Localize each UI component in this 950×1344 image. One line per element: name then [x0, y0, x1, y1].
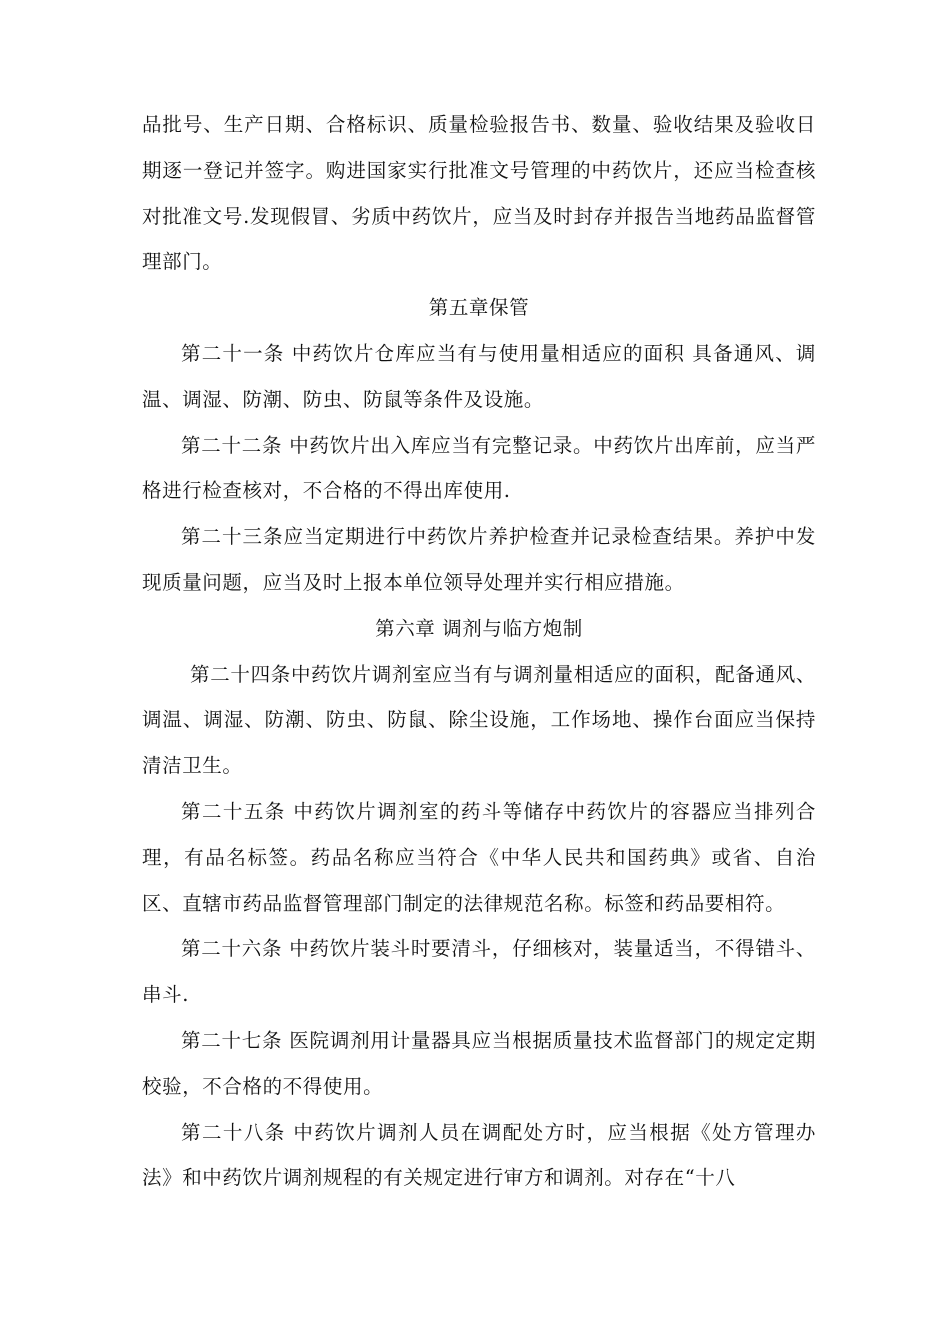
article-28: 第二十八条 中药饮片调剂人员在调配处方时，应当根据《处方管理办法》和中药饮片调剂规程的有关规定进行审方和调剂。对存在“十八 [142, 1120, 816, 1190]
chapter-heading-5: 第五章保管 [428, 296, 530, 320]
article-26: 第二十六条 中药饮片装斗时要清斗，仔细核对，装量适当，不得错斗、串斗. [142, 937, 816, 1007]
article-23: 第二十三条应当定期进行中药饮片养护检查并记录检查结果。养护中发现质量问题，应当及时上报本单位领导处理并实行相应措施。 [142, 525, 816, 594]
article-22: 第二十二条 中药饮片出入库应当有完整记录。中药饮片出库前，应当严格进行检查核对，不合格的不得出库使用. [142, 433, 816, 503]
document-page [142, 102, 816, 1201]
article-25: 第二十五条 中药饮片调剂室的药斗等储存中药饮片的容器应当排列合理，有品名标签。药品名称应当符合《中华人民共和国药典》或省、自治区、直辖市药品监督管理部门制定的法律规范名称。标签和药品要相符。 [142, 799, 816, 915]
article-24: 第二十四条中药饮片调剂室应当有与调剂量相适应的面积，配备通风、调温、调湿、防潮、防虫、防鼠、除尘设施，工作场地、操作台面应当保持清洁卫生。 [142, 662, 816, 778]
article-27: 第二十七条 医院调剂用计量器具应当根据质量技术监督部门的规定定期校验，不合格的不得使用。 [142, 1028, 816, 1098]
article-21: 第二十一条 中药饮片仓库应当有与使用量相适应的面积 具备通风、调温、调湿、防潮、防虫、防鼠等条件及设施。 [142, 341, 816, 411]
chapter-heading-6: 第六章 调剂与临方炮制 [375, 616, 583, 640]
paragraph-continuation: 品批号、生产日期、合格标识、质量检验报告书、数量、验收结果及验收日期逐一登记并签字。购进国家实行批准文号管理的中药饮片，还应当检查核对批准文号.发现假冒、劣质中药饮片，应当及时封存并报告当地药品监督管理部门。 [142, 113, 816, 274]
